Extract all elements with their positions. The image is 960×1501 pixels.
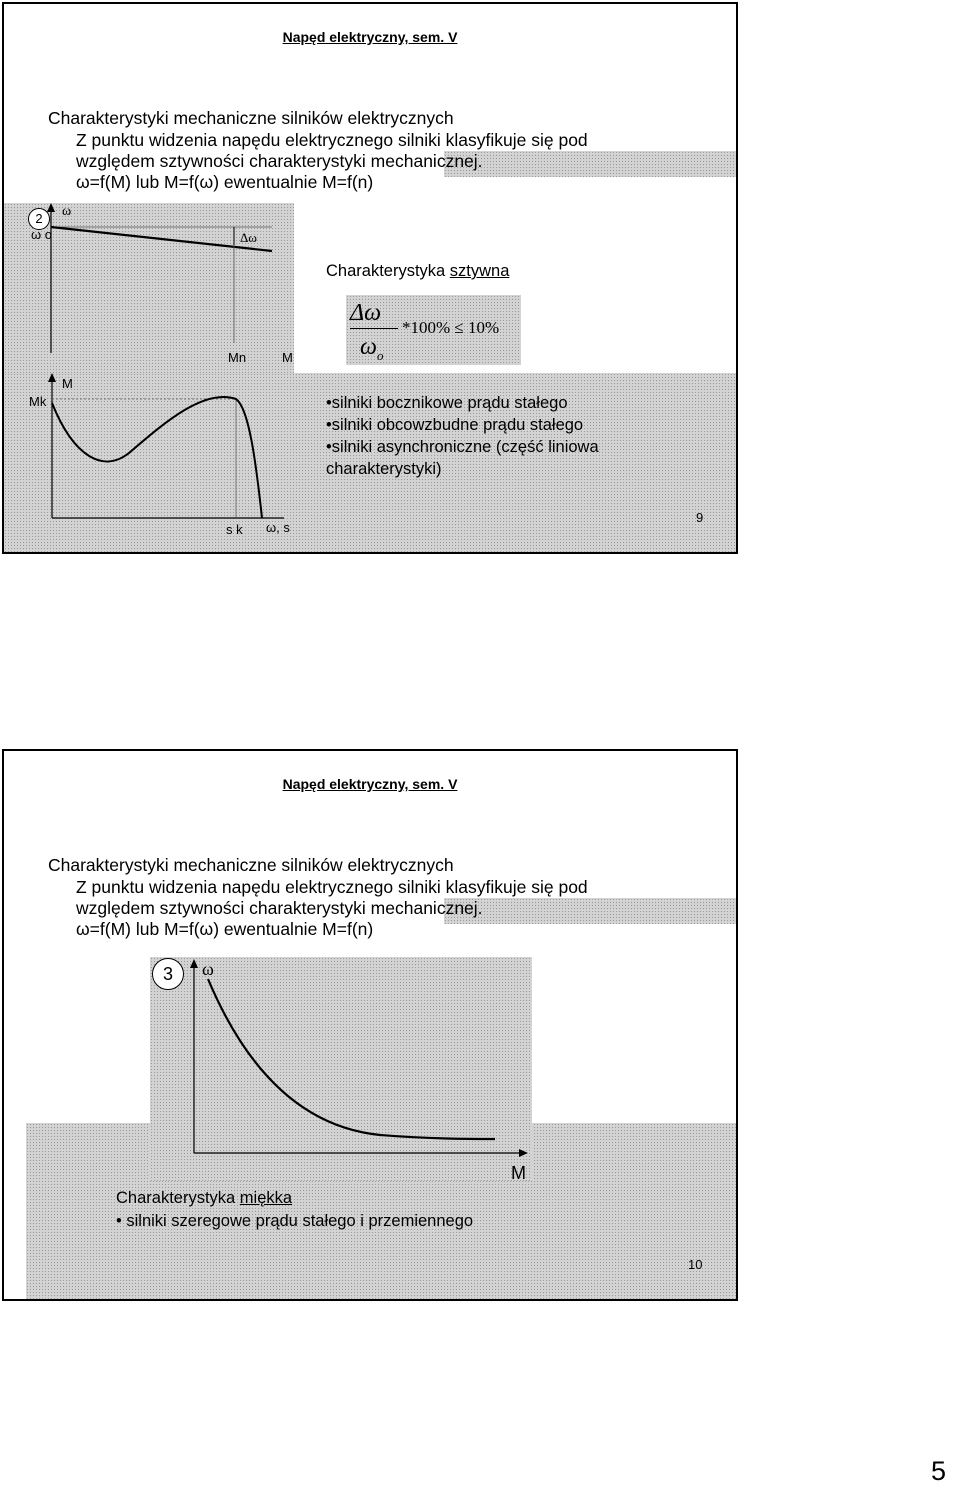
eq-den-symbol: ω xyxy=(360,334,377,360)
eq-den-subscript: o xyxy=(376,347,384,363)
soft-characteristic-chart xyxy=(150,957,532,1181)
omega-axis-label: ω xyxy=(62,204,72,219)
mn-label: Mn xyxy=(228,350,247,365)
characteristic-label xyxy=(326,262,509,281)
bullet-3: •silniki asynchroniczne (część liniowa xyxy=(326,438,599,456)
bullet-2-text: silniki obcowzbudne prądu stałego xyxy=(331,416,584,434)
characteristic-label-prefix: Charakterystyka xyxy=(326,262,450,280)
m-axis-label: M xyxy=(282,350,293,365)
eq-numerator: Δω xyxy=(350,300,382,326)
mk-label: Mk xyxy=(29,394,47,409)
bullet-1: • silniki szeregowe prądu stałego i przemiennego xyxy=(116,1212,474,1230)
intro-line-2: względem sztywności charakterystyki mechanicznej. xyxy=(76,151,483,171)
slide-title: Charakterystyki mechaniczne silników elektrycznych xyxy=(48,108,454,128)
characteristic-type: sztywna xyxy=(449,262,510,280)
bg-block xyxy=(444,898,736,924)
eq-denominator xyxy=(360,334,383,364)
diagram-number: 2 xyxy=(28,208,50,230)
bullet-1-text: silniki bocznikowe prądu stałego xyxy=(331,394,568,412)
course-header: Napęd elektryczny, sem. V xyxy=(282,29,458,45)
omega-s-label: ω, s xyxy=(266,520,290,535)
characteristic-type: miękka xyxy=(239,1189,293,1207)
delta-omega-label: Δω xyxy=(240,230,257,245)
sheet-page-number: 5 xyxy=(930,1456,946,1486)
characteristic-label xyxy=(116,1189,292,1208)
bullet-2: •silniki obcowzbudne prądu stałego xyxy=(326,416,584,434)
eq-fraction-bar xyxy=(350,328,398,329)
intro-line-1: Z punktu widzenia napędu elektrycznego silniki klasyfikuje się pod xyxy=(76,877,588,897)
m-axis-arrow xyxy=(48,373,56,382)
induction-characteristic-chart xyxy=(4,373,294,543)
hyperbolic-curve xyxy=(208,979,495,1139)
y-axis-arrow xyxy=(47,203,55,212)
m-axis-arrow xyxy=(519,1149,528,1157)
page-number: 10 xyxy=(688,1257,703,1272)
omega-axis-label: ω xyxy=(202,959,214,979)
m-y-axis-label: M xyxy=(62,376,73,391)
slide-9 xyxy=(2,2,738,554)
slide-title: Charakterystyki mechaniczne silników elektrycznych xyxy=(48,855,454,875)
torque-curve xyxy=(52,397,262,518)
omega-axis-arrow xyxy=(190,959,198,968)
eq-rhs: *100% ≤ 10% xyxy=(402,318,500,337)
characteristic-label-prefix: Charakterystyka xyxy=(116,1189,240,1207)
formula-line: ω=f(M) lub M=f(ω) ewentualnie M=f(n) xyxy=(76,172,374,192)
page-number: 9 xyxy=(696,510,704,525)
bullet-1: •silniki bocznikowe prądu stałego xyxy=(326,394,568,412)
intro-line-1: Z punktu widzenia napędu elektrycznego silniki klasyfikuje się pod xyxy=(76,130,588,150)
sk-label: s k xyxy=(226,522,243,537)
slide-10 xyxy=(2,749,738,1301)
formula-line: ω=f(M) lub M=f(ω) ewentualnie M=f(n) xyxy=(76,919,374,939)
m-axis-label: M xyxy=(511,1163,526,1183)
omega0-label: ω o xyxy=(31,227,52,242)
bg-block xyxy=(444,151,736,177)
bullet-3-continuation: charakterystyki) xyxy=(326,460,442,478)
bullet-3-text: silniki asynchroniczne (część liniowa xyxy=(331,438,599,456)
intro-line-2: względem sztywności charakterystyki mechanicznej. xyxy=(76,898,483,918)
characteristic-line xyxy=(51,227,272,251)
diagram-number: 3 xyxy=(152,958,184,990)
course-header: Napęd elektryczny, sem. V xyxy=(282,776,458,792)
